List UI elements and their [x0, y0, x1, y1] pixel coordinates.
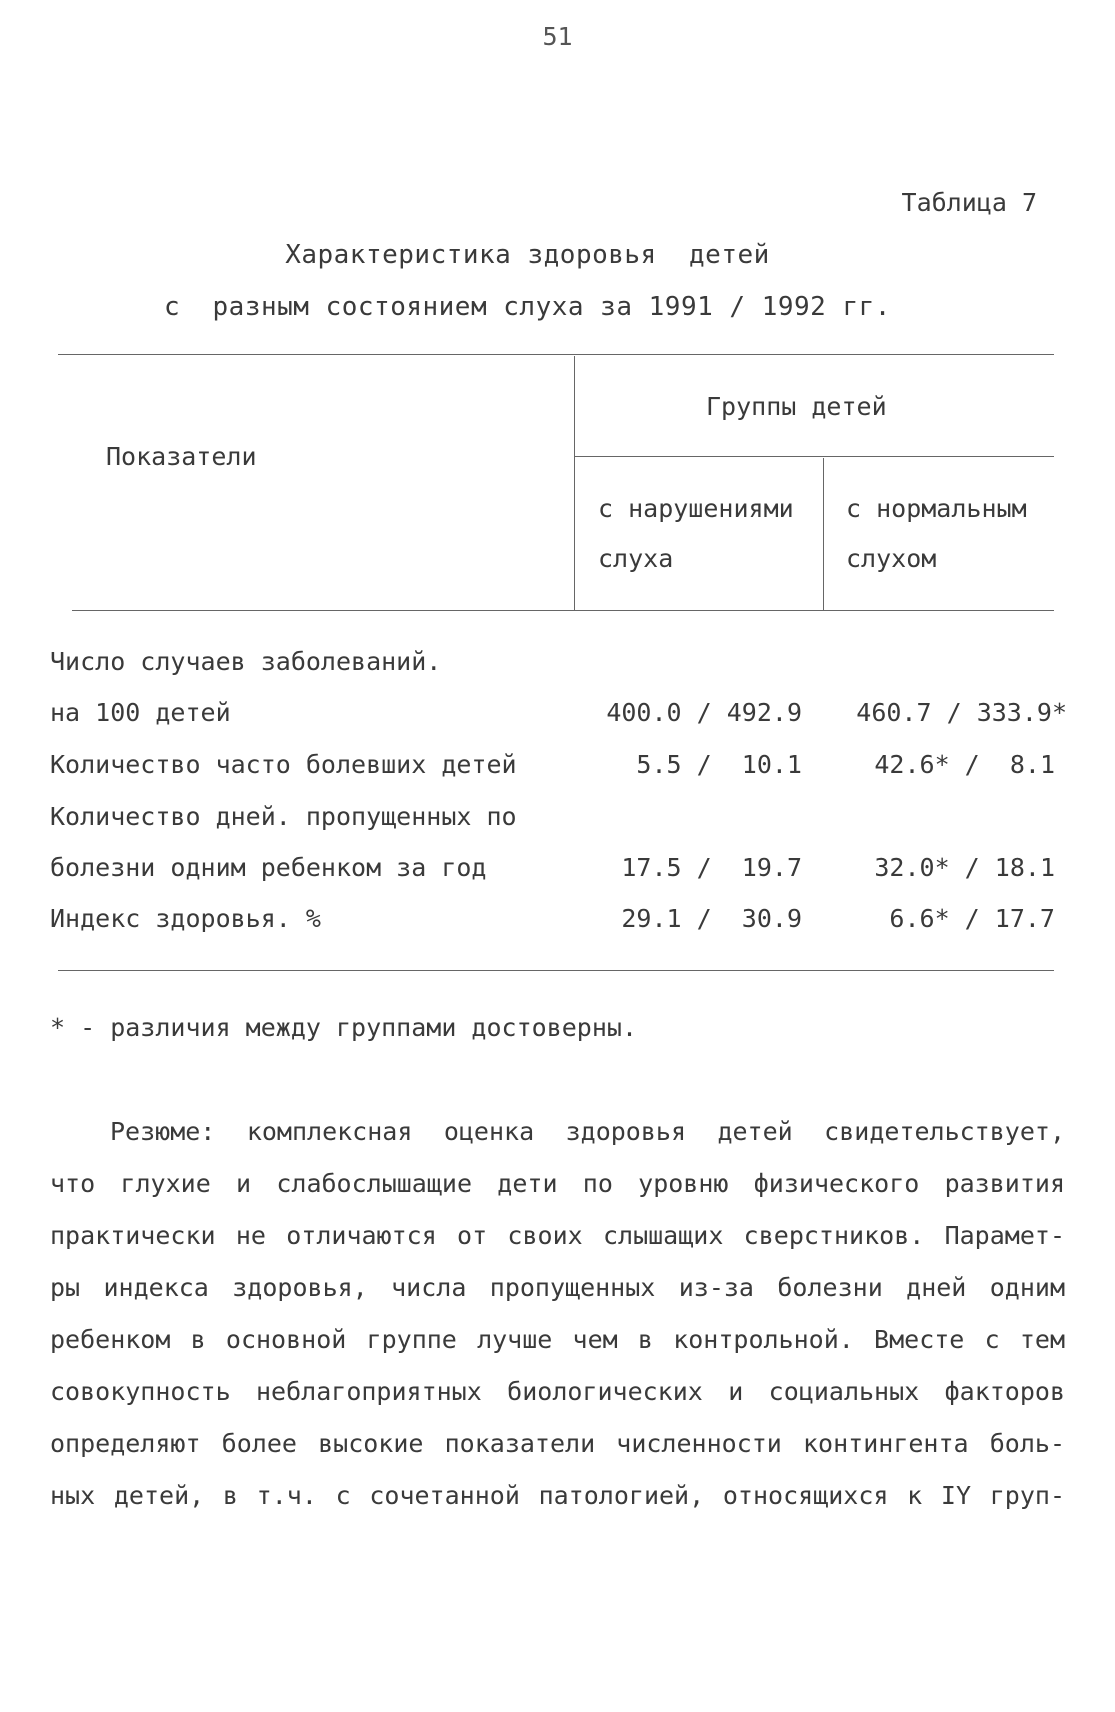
value-health-index-impaired: 29.1 / 30.9	[621, 904, 802, 933]
paragraph-line-5: ребенком в основной группе лучше чем в контрольной. Вместе с тем	[50, 1325, 1065, 1354]
row-label-missed-days-line-2: болезни одним ребенком за год	[50, 853, 487, 882]
header-impaired-hearing-line-2: слуха	[598, 544, 674, 573]
row-label-health-index: Индекс здоровья. %	[50, 904, 321, 933]
table-title-line-2: с разным состоянием слуха за 1991 / 1992 гг.	[164, 292, 891, 322]
value-frequently-ill-normal: 42.6* / 8.1	[874, 750, 1055, 779]
table-top-rule	[58, 354, 1054, 355]
paragraph-line-4: ры индекса здоровья, числа пропущенных из-за болезни дней одним	[50, 1273, 1065, 1302]
page-number: 51	[542, 22, 573, 51]
value-disease-cases-impaired: 400.0 / 492.9	[606, 698, 802, 727]
header-normal-hearing-line-1: с нормальным	[846, 494, 1027, 523]
value-disease-cases-normal: 460.7 / 333.9*	[856, 698, 1067, 727]
table-header-bottom-rule	[72, 610, 1054, 611]
value-missed-days-normal: 32.0* / 18.1	[874, 853, 1055, 882]
paragraph-line-2: что глухие и слабослышащие дети по уровню физического развития	[50, 1169, 1065, 1198]
row-label-missed-days-line-1: Количество дней. пропущенных по	[50, 802, 517, 831]
header-normal-hearing-line-2: слухом	[846, 544, 937, 573]
groups-header-rule	[575, 456, 1054, 457]
paragraph-line-3: практически не отличаются от своих слышащих сверстников. Парамет-	[50, 1221, 1065, 1250]
paragraph-line-8: ных детей, в т.ч. с сочетанной патологией, относящихся к IY груп-	[50, 1481, 1065, 1510]
group-columns-divider	[823, 458, 824, 610]
paragraph-line-1: Резюме: комплексная оценка здоровья детей свидетельствует,	[110, 1117, 1065, 1146]
header-indicators: Показатели	[106, 442, 257, 471]
value-health-index-normal: 6.6* / 17.7	[889, 904, 1055, 933]
paragraph-line-7: определяют более высокие показатели численности контингента боль-	[50, 1429, 1065, 1458]
paragraph-line-6: совокупность неблагоприятных биологических и социальных факторов	[50, 1377, 1065, 1406]
header-impaired-hearing-line-1: с нарушениями	[598, 494, 794, 523]
table-title-line-1: Характеристика здоровья детей	[285, 240, 770, 270]
row-label-disease-cases-line-1: Число случаев заболеваний.	[50, 647, 442, 676]
value-missed-days-impaired: 17.5 / 19.7	[621, 853, 802, 882]
table-label: Таблица 7	[901, 188, 1037, 217]
row-label-frequently-ill: Количество часто болевших детей	[50, 750, 517, 779]
value-frequently-ill-impaired: 5.5 / 10.1	[636, 750, 802, 779]
table-bottom-rule	[58, 970, 1054, 971]
table-footnote: * - различия между группами достоверны.	[50, 1013, 637, 1042]
header-child-groups: Группы детей	[706, 392, 887, 421]
row-label-disease-cases-line-2: на 100 детей	[50, 698, 231, 727]
indicator-column-divider	[574, 356, 575, 610]
